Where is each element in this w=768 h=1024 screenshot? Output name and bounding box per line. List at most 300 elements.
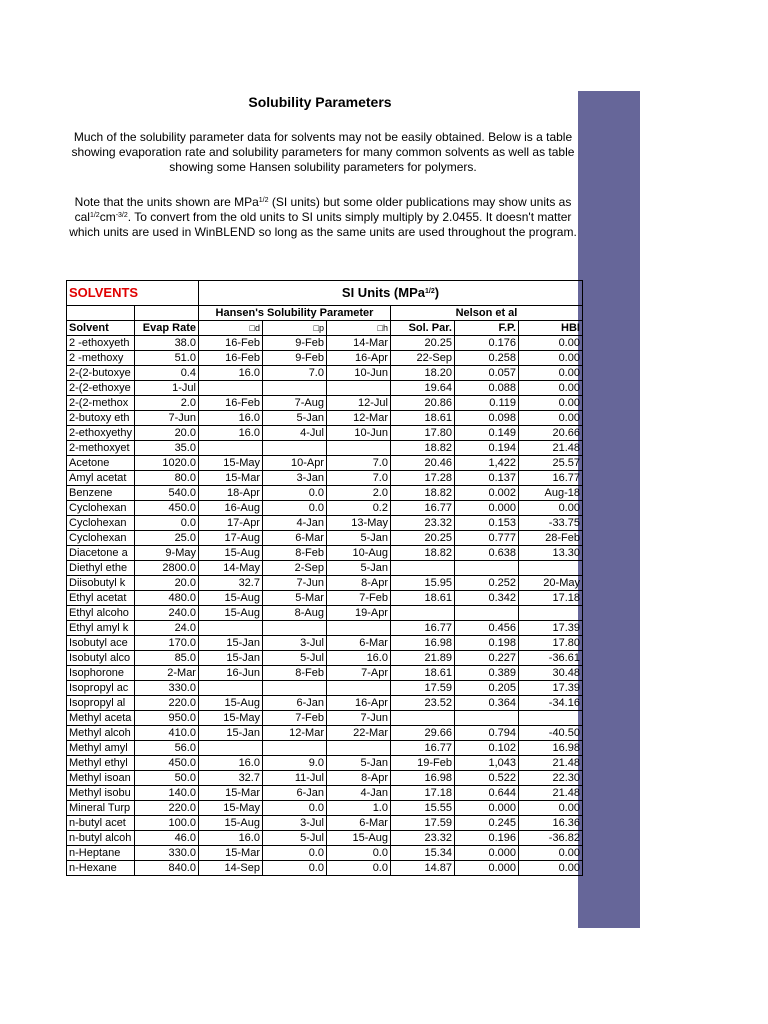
table-cell: 14-Sep: [198, 861, 262, 876]
table-cell: 22-Mar: [326, 726, 390, 741]
table-cell: 6-Jan: [262, 696, 326, 711]
table-row: [67, 681, 583, 696]
table-cell: [198, 381, 262, 396]
table-cell: 8-Feb: [262, 666, 326, 681]
table-cell: 0.252: [454, 576, 518, 591]
table-cell: 21.48: [518, 756, 582, 771]
table-cell: 17.59: [390, 681, 454, 696]
table-row: [67, 576, 583, 591]
table-cell: [518, 606, 582, 621]
table-cell: 17.18: [390, 786, 454, 801]
table-cell: 15-Jan: [198, 651, 262, 666]
table-cell: 28-Feb: [518, 531, 582, 546]
header-hbi: HBI: [518, 321, 582, 336]
table-cell: -40.50: [518, 726, 582, 741]
table-cell: 480.0: [134, 591, 198, 606]
table-cell: 140.0: [134, 786, 198, 801]
table-cell: 6-Jan: [262, 786, 326, 801]
table-cell: 0.205: [454, 681, 518, 696]
table-cell: 1.0: [326, 801, 390, 816]
table-cell: 8-Aug: [262, 606, 326, 621]
table-cell: 410.0: [134, 726, 198, 741]
table-cell: 0.2: [326, 501, 390, 516]
table-cell: 23.52: [390, 696, 454, 711]
table-cell: [326, 441, 390, 456]
table-cell: 0.522: [454, 771, 518, 786]
table-cell: 21.48: [518, 786, 582, 801]
table-row: [67, 441, 583, 456]
table-cell: 15-Mar: [198, 846, 262, 861]
table-cell: 50.0: [134, 771, 198, 786]
table-cell: 20.25: [390, 336, 454, 351]
table-cell: 0.00: [518, 336, 582, 351]
table-cell: 16.98: [390, 771, 454, 786]
table-cell: 10-Jun: [326, 366, 390, 381]
table-cell: 0.000: [454, 846, 518, 861]
table-cell: 14.87: [390, 861, 454, 876]
header-solvent: Solvent: [67, 321, 135, 336]
table-cell: [262, 741, 326, 756]
table-cell: 8-Apr: [326, 771, 390, 786]
table-cell: 21.89: [390, 651, 454, 666]
table-cell: [262, 381, 326, 396]
table-cell: 0.00: [518, 861, 582, 876]
table-cell: [518, 561, 582, 576]
table-row: [67, 771, 583, 786]
table-cell: 12-Mar: [326, 411, 390, 426]
table-cell: 9-May: [134, 546, 198, 561]
table-cell: 1-Jul: [134, 381, 198, 396]
table-row: [67, 351, 583, 366]
table-cell: 0.0: [262, 861, 326, 876]
table-cell: 0.119: [454, 396, 518, 411]
table-row: [67, 606, 583, 621]
table-cell: 0.088: [454, 381, 518, 396]
table-cell: 18.61: [390, 591, 454, 606]
table-cell: 0.777: [454, 531, 518, 546]
nelson-header: Nelson et al: [390, 306, 582, 321]
solvent-name-cell: Diethyl ethe: [67, 561, 135, 576]
table-cell: 0.00: [518, 801, 582, 816]
table-cell: 7-Aug: [262, 396, 326, 411]
solvent-name-cell: Methyl aceta: [67, 711, 135, 726]
empty-header-cell: [67, 306, 135, 321]
table-row: [67, 621, 583, 636]
table-cell: [198, 741, 262, 756]
table-cell: 0.00: [518, 411, 582, 426]
table-cell: 20.66: [518, 426, 582, 441]
table-cell: 0.364: [454, 696, 518, 711]
table-cell: 1,422: [454, 456, 518, 471]
table-row: [67, 426, 583, 441]
table-cell: 0.227: [454, 651, 518, 666]
table-cell: 19.64: [390, 381, 454, 396]
solvent-name-cell: Methyl isobu: [67, 786, 135, 801]
table-cell: 0.245: [454, 816, 518, 831]
table-cell: 17.28: [390, 471, 454, 486]
solvent-name-cell: n-butyl alcoh: [67, 831, 135, 846]
table-cell: 4-Jan: [262, 516, 326, 531]
table-cell: [198, 621, 262, 636]
table-cell: 29.66: [390, 726, 454, 741]
table-row: [67, 711, 583, 726]
solvent-name-cell: 2-(2-butoxye: [67, 366, 135, 381]
table-cell: [454, 606, 518, 621]
solvent-name-cell: Mineral Turp: [67, 801, 135, 816]
table-cell: 0.00: [518, 351, 582, 366]
table-cell: 2.0: [134, 396, 198, 411]
table-cell: [390, 606, 454, 621]
table-cell: 17.80: [390, 426, 454, 441]
table-cell: 7.0: [326, 471, 390, 486]
table-cell: 0.194: [454, 441, 518, 456]
table-cell: 16.0: [326, 651, 390, 666]
header-delta-d: □d: [198, 321, 262, 336]
table-row: [67, 336, 583, 351]
table-cell: 17.59: [390, 816, 454, 831]
solvents-label: SOLVENTS: [67, 281, 199, 306]
table-cell: 20.86: [390, 396, 454, 411]
table-cell: 14-May: [198, 561, 262, 576]
units-note: Note that the units shown are MPa$^{1/2}$ (SI units) but some older publications may show units as $cal^{1/2}cm^{-3/2}$. To convert from the old units to SI units simply multiply by 2.0455. It doesn't matter which units are used in WinBLEND so long as the same units are used throughout the program.: [69, 195, 577, 239]
table-cell: 11-Jul: [262, 771, 326, 786]
table-row: [67, 546, 583, 561]
table-row: [67, 726, 583, 741]
side-bar: [578, 91, 640, 928]
table-cell: 20-May: [518, 576, 582, 591]
table-cell: 17-Aug: [198, 531, 262, 546]
table-cell: 0.000: [454, 801, 518, 816]
table-cell: 15-Mar: [198, 471, 262, 486]
table-cell: 16-Jun: [198, 666, 262, 681]
table-row: [67, 801, 583, 816]
table-cell: 25.0: [134, 531, 198, 546]
table-cell: [262, 441, 326, 456]
table-cell: 5-Jan: [326, 561, 390, 576]
table-cell: 0.4: [134, 366, 198, 381]
table-cell: 25.57: [518, 456, 582, 471]
table-cell: 15.95: [390, 576, 454, 591]
table-cell: 0.00: [518, 846, 582, 861]
table-cell: 15-May: [198, 456, 262, 471]
table-cell: 0.176: [454, 336, 518, 351]
empty-header-cell: [134, 306, 198, 321]
table-cell: 7.0: [262, 366, 326, 381]
table-cell: 9-Feb: [262, 351, 326, 366]
table-cell: [326, 681, 390, 696]
table-row: [67, 531, 583, 546]
solvent-name-cell: Isophorone: [67, 666, 135, 681]
table-cell: 0.0: [262, 801, 326, 816]
solvent-name-cell: 2-methoxyet: [67, 441, 135, 456]
table-cell: 2-Mar: [134, 666, 198, 681]
table-cell: 450.0: [134, 501, 198, 516]
table-cell: 18.82: [390, 486, 454, 501]
table-cell: 15.34: [390, 846, 454, 861]
table-cell: [454, 561, 518, 576]
table-cell: 15-Aug: [198, 696, 262, 711]
table-row: [67, 816, 583, 831]
table-cell: 12-Mar: [262, 726, 326, 741]
solvent-name-cell: Diisobutyl k: [67, 576, 135, 591]
solvent-name-cell: Cyclohexan: [67, 516, 135, 531]
table-cell: 2-Sep: [262, 561, 326, 576]
table-cell: 330.0: [134, 846, 198, 861]
table-cell: 18.20: [390, 366, 454, 381]
table-cell: 16-Feb: [198, 396, 262, 411]
table-cell: 10-Aug: [326, 546, 390, 561]
table-cell: 6-Mar: [262, 531, 326, 546]
table-row: [67, 561, 583, 576]
table-cell: 0.456: [454, 621, 518, 636]
table-cell: 3-Jan: [262, 471, 326, 486]
table-cell: 7-Jun: [262, 576, 326, 591]
table-cell: 100.0: [134, 816, 198, 831]
table-cell: 0.00: [518, 381, 582, 396]
solvent-name-cell: Isopropyl al: [67, 696, 135, 711]
table-cell: 0.644: [454, 786, 518, 801]
header-delta-h: □h: [326, 321, 390, 336]
table-row: [67, 591, 583, 606]
table-cell: 0.0: [326, 861, 390, 876]
table-cell: 15-Jan: [198, 636, 262, 651]
table-cell: 0.137: [454, 471, 518, 486]
solvent-name-cell: Benzene: [67, 486, 135, 501]
table-cell: 16.77: [390, 741, 454, 756]
solvent-name-cell: Methyl ethyl: [67, 756, 135, 771]
table-cell: 19-Feb: [390, 756, 454, 771]
table-cell: [198, 681, 262, 696]
table-cell: 0.342: [454, 591, 518, 606]
table-cell: 0.0: [262, 501, 326, 516]
table-cell: [262, 621, 326, 636]
table-cell: 3-Jul: [262, 636, 326, 651]
table-cell: 20.25: [390, 531, 454, 546]
table-cell: 1,043: [454, 756, 518, 771]
table-cell: 0.198: [454, 636, 518, 651]
solvent-name-cell: n-Hexane: [67, 861, 135, 876]
table-cell: 5-Jan: [326, 756, 390, 771]
table-cell: 13.30: [518, 546, 582, 561]
table-cell: -33.75: [518, 516, 582, 531]
table-cell: 0.638: [454, 546, 518, 561]
table-cell: 0.149: [454, 426, 518, 441]
table-row: [67, 486, 583, 501]
table-cell: [390, 561, 454, 576]
table-cell: [198, 441, 262, 456]
intro-paragraph: Much of the solubility parameter data for solvents may not be easily obtained. Below is a table showing evaporation rate and solubility parameters for many common solvents as well as table showing some Hansen solubility parameters for polymers.: [71, 130, 575, 174]
table-cell: 15-Aug: [198, 816, 262, 831]
table-cell: 0.0: [326, 846, 390, 861]
solvent-name-cell: n-Heptane: [67, 846, 135, 861]
table-cell: 16.98: [390, 636, 454, 651]
page-title: Solubility Parameters: [248, 94, 392, 110]
table-row: [67, 756, 583, 771]
table-row: [67, 786, 583, 801]
header-sol-par: Sol. Par.: [390, 321, 454, 336]
table-cell: 24.0: [134, 621, 198, 636]
table-cell: 450.0: [134, 756, 198, 771]
table-cell: 16.77: [518, 471, 582, 486]
table-cell: 5-Jul: [262, 831, 326, 846]
table-row: [67, 456, 583, 471]
table-cell: 85.0: [134, 651, 198, 666]
table-cell: 56.0: [134, 741, 198, 756]
table-cell: 0.0: [134, 516, 198, 531]
table-cell: 16-Apr: [326, 351, 390, 366]
solvent-name-cell: Isobutyl alco: [67, 651, 135, 666]
table-cell: 19-Apr: [326, 606, 390, 621]
table-cell: 840.0: [134, 861, 198, 876]
table-cell: 15-Aug: [198, 546, 262, 561]
table-cell: 16-Aug: [198, 501, 262, 516]
table-row: [67, 366, 583, 381]
header-evap-rate: Evap Rate: [134, 321, 198, 336]
solvent-name-cell: Isobutyl ace: [67, 636, 135, 651]
table-cell: Aug-18: [518, 486, 582, 501]
table-row: [67, 636, 583, 651]
table-cell: 0.00: [518, 366, 582, 381]
table-cell: 18.82: [390, 546, 454, 561]
table-cell: 15-May: [198, 801, 262, 816]
table-cell: 0.258: [454, 351, 518, 366]
table-cell: 17.80: [518, 636, 582, 651]
table-cell: 16-Apr: [326, 696, 390, 711]
table-cell: 6-Mar: [326, 636, 390, 651]
table-cell: 10-Jun: [326, 426, 390, 441]
table-cell: 7-Jun: [326, 711, 390, 726]
table-cell: [326, 381, 390, 396]
table-cell: 32.7: [198, 576, 262, 591]
table-cell: [262, 681, 326, 696]
table-cell: 20.46: [390, 456, 454, 471]
table-cell: 30.48: [518, 666, 582, 681]
table-cell: 5-Jan: [262, 411, 326, 426]
table-cell: 16-Feb: [198, 351, 262, 366]
table-cell: 7.0: [326, 456, 390, 471]
solvent-name-cell: Amyl acetat: [67, 471, 135, 486]
table-cell: 13-May: [326, 516, 390, 531]
table-cell: 220.0: [134, 801, 198, 816]
si-units-label: SI Units (MPa$^{1/2}$): [198, 281, 582, 306]
table-cell: 16.0: [198, 426, 262, 441]
column-header-row: [67, 321, 583, 336]
table-cell: 220.0: [134, 696, 198, 711]
table-cell: [390, 711, 454, 726]
solvent-name-cell: 2-butoxy eth: [67, 411, 135, 426]
table-cell: 16.36: [518, 816, 582, 831]
table-cell: 2800.0: [134, 561, 198, 576]
solvent-name-cell: Methyl alcoh: [67, 726, 135, 741]
table-cell: 38.0: [134, 336, 198, 351]
table-cell: 17.18: [518, 591, 582, 606]
table-cell: -34.16: [518, 696, 582, 711]
table-cell: 8-Feb: [262, 546, 326, 561]
solvent-name-cell: Cyclohexan: [67, 501, 135, 516]
table-cell: 0.153: [454, 516, 518, 531]
solvent-name-cell: 2 -ethoxyeth: [67, 336, 135, 351]
table-row: [67, 846, 583, 861]
table-cell: 2.0: [326, 486, 390, 501]
table-cell: 0.0: [262, 846, 326, 861]
table-row: [67, 861, 583, 876]
table-cell: 0.196: [454, 831, 518, 846]
table-row: [67, 411, 583, 426]
table-cell: 10-Apr: [262, 456, 326, 471]
table-row: [67, 741, 583, 756]
table-cell: 16.77: [390, 621, 454, 636]
table-cell: 35.0: [134, 441, 198, 456]
table-cell: 18-Apr: [198, 486, 262, 501]
table-cell: 0.098: [454, 411, 518, 426]
table-cell: 18.82: [390, 441, 454, 456]
solvent-name-cell: n-butyl acet: [67, 816, 135, 831]
table-cell: 15-Jan: [198, 726, 262, 741]
solvent-name-cell: Isopropyl ac: [67, 681, 135, 696]
table-row: [67, 651, 583, 666]
table-cell: 6-Mar: [326, 816, 390, 831]
table-cell: 16.77: [390, 501, 454, 516]
solvent-name-cell: Ethyl acetat: [67, 591, 135, 606]
table-row: [67, 471, 583, 486]
solvents-table: [66, 280, 583, 876]
header-fp: F.P.: [454, 321, 518, 336]
solvent-name-cell: 2-(2-ethoxye: [67, 381, 135, 396]
table-cell: 15-Aug: [198, 591, 262, 606]
table-cell: 14-Mar: [326, 336, 390, 351]
table-cell: 0.0: [262, 486, 326, 501]
table-cell: [454, 711, 518, 726]
table-cell: 20.0: [134, 426, 198, 441]
table-cell: 5-Jul: [262, 651, 326, 666]
table-cell: 21.48: [518, 441, 582, 456]
solvent-name-cell: Cyclohexan: [67, 531, 135, 546]
table-cell: 20.0: [134, 576, 198, 591]
solvent-name-cell: Ethyl alcoho: [67, 606, 135, 621]
solvent-name-cell: Acetone: [67, 456, 135, 471]
table-cell: [518, 711, 582, 726]
table-cell: -36.61: [518, 651, 582, 666]
solvent-name-cell: Ethyl amyl k: [67, 621, 135, 636]
table-cell: 5-Jan: [326, 531, 390, 546]
table-cell: 0.794: [454, 726, 518, 741]
table-cell: 17.39: [518, 621, 582, 636]
table-cell: 23.32: [390, 516, 454, 531]
table-cell: 80.0: [134, 471, 198, 486]
table-cell: 9.0: [262, 756, 326, 771]
table-cell: [326, 741, 390, 756]
hansen-header: Hansen's Solubility Parameter: [198, 306, 390, 321]
table-cell: 0.102: [454, 741, 518, 756]
table-cell: 12-Jul: [326, 396, 390, 411]
table-cell: [326, 621, 390, 636]
table-cell: 16.0: [198, 756, 262, 771]
table-cell: 23.32: [390, 831, 454, 846]
table-cell: 17-Apr: [198, 516, 262, 531]
table-cell: 15-Mar: [198, 786, 262, 801]
table-cell: 16.0: [198, 831, 262, 846]
table-row: [67, 381, 583, 396]
table-row: [67, 516, 583, 531]
table-cell: 32.7: [198, 771, 262, 786]
table-cell: 51.0: [134, 351, 198, 366]
table-cell: 15-Aug: [326, 831, 390, 846]
table-cell: 170.0: [134, 636, 198, 651]
table-cell: 0.057: [454, 366, 518, 381]
table-cell: 16.0: [198, 366, 262, 381]
table-cell: 15-Aug: [198, 606, 262, 621]
table-cell: 5-Mar: [262, 591, 326, 606]
